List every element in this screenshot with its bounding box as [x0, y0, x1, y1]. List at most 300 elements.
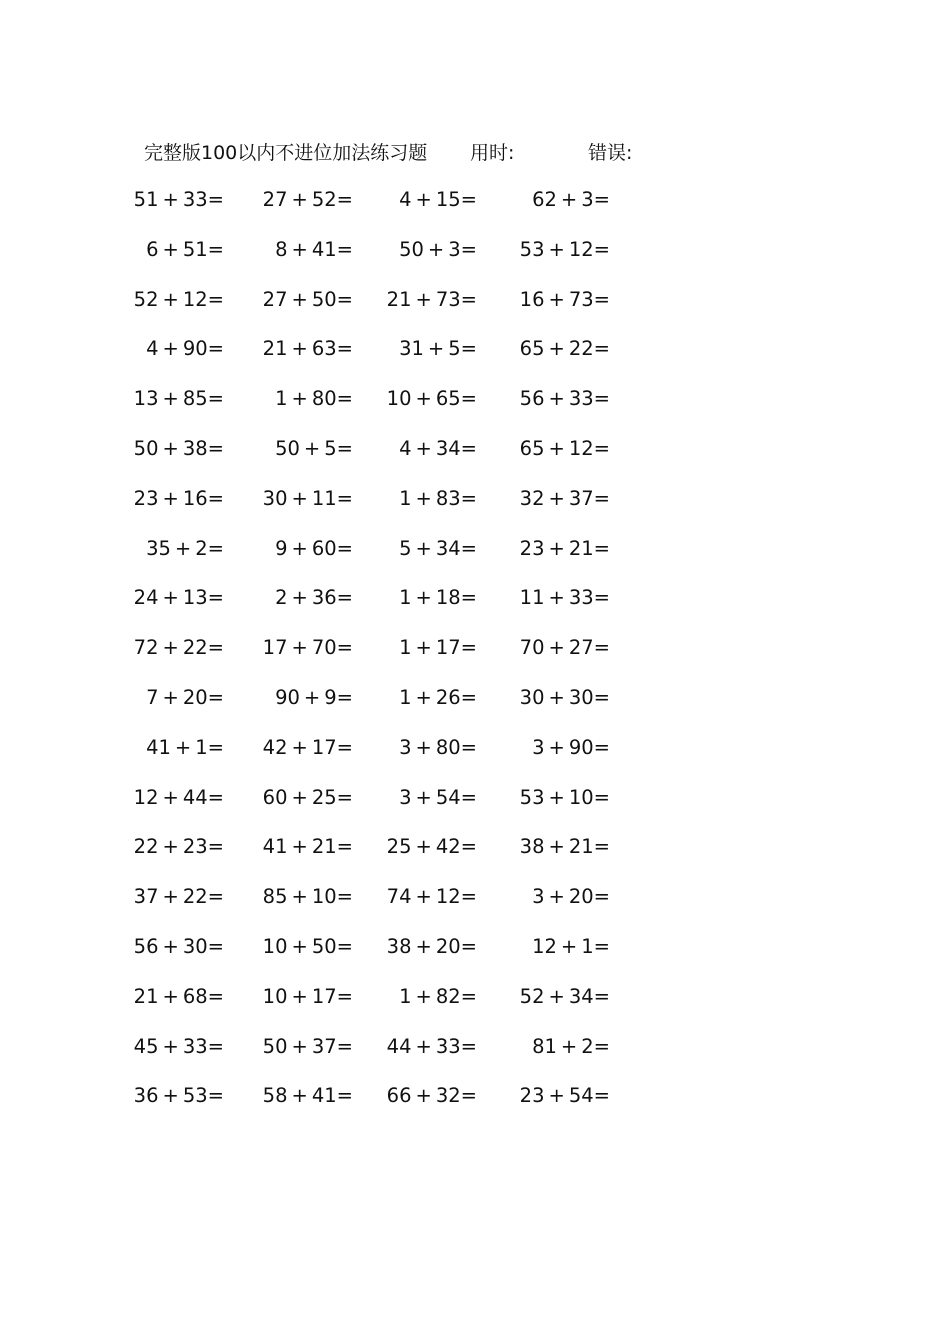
equals-sign: =: [593, 735, 610, 759]
addend-b: 54: [568, 1084, 594, 1108]
addend-b: 17: [311, 735, 337, 759]
worksheet-header: [0, 132, 950, 168]
addition-problem: [520, 435, 610, 463]
equals-sign: =: [460, 1034, 477, 1058]
equals-sign: =: [460, 636, 477, 660]
plus-sign: +: [548, 835, 565, 859]
equals-sign: =: [593, 636, 610, 660]
addend-a: 27: [262, 287, 288, 311]
plus-sign: +: [303, 685, 321, 709]
plus-sign: +: [415, 1034, 432, 1058]
plus-sign: +: [415, 636, 432, 660]
addend-b: 16: [182, 486, 208, 510]
addition-problem: [134, 833, 224, 861]
addend-a: 1: [399, 486, 412, 510]
addend-b: 18: [435, 586, 461, 610]
equals-sign: =: [336, 934, 353, 958]
equals-sign: =: [207, 387, 224, 411]
addend-a: 13: [133, 387, 159, 411]
plus-sign: +: [162, 984, 179, 1008]
equals-sign: =: [207, 984, 224, 1008]
plus-sign: +: [548, 785, 565, 809]
addend-b: 33: [568, 387, 594, 411]
plus-sign: +: [415, 735, 432, 759]
addend-b: 34: [435, 436, 461, 460]
addend-a: 70: [519, 636, 545, 660]
addition-problem: [520, 684, 610, 712]
addend-b: 12: [568, 436, 594, 460]
addition-problem: [263, 1082, 353, 1110]
equals-sign: =: [460, 337, 477, 361]
equals-sign: =: [460, 536, 477, 560]
plus-sign: +: [291, 636, 308, 660]
addition-problem: [275, 684, 353, 712]
equals-sign: =: [593, 237, 610, 261]
addition-problem: [134, 286, 224, 314]
addition-problem: [520, 286, 610, 314]
addend-a: 3: [532, 735, 545, 759]
plus-sign: +: [427, 237, 445, 261]
equals-sign: =: [336, 885, 353, 909]
equals-sign: =: [593, 1034, 610, 1058]
equals-sign: =: [336, 188, 353, 211]
equals-sign: =: [207, 237, 224, 261]
worksheet-title: 完整版100以内不进位加法练习题: [144, 142, 428, 164]
addition-problem: [263, 784, 353, 812]
plus-sign: +: [548, 536, 565, 560]
addend-b: 34: [435, 536, 461, 560]
addition-problem: [134, 385, 224, 413]
addition-problem: [532, 883, 610, 911]
plus-sign: +: [162, 885, 179, 909]
addition-problem: [520, 485, 610, 513]
plus-sign: +: [291, 885, 308, 909]
problem-row: [0, 724, 950, 774]
plus-sign: +: [415, 785, 432, 809]
equals-sign: =: [207, 287, 224, 311]
equals-sign: =: [593, 586, 610, 610]
addend-b: 41: [311, 237, 337, 261]
addend-b: 50: [311, 287, 337, 311]
addend-a: 56: [133, 934, 159, 958]
plus-sign: +: [415, 536, 432, 560]
addend-a: 11: [519, 586, 545, 610]
addend-a: 65: [519, 436, 545, 460]
addend-b: 2: [195, 536, 208, 560]
equals-sign: =: [336, 436, 353, 460]
addend-a: 9: [275, 536, 288, 560]
equals-sign: =: [207, 586, 224, 610]
addition-problem: [387, 1082, 477, 1110]
addend-a: 52: [133, 287, 159, 311]
plus-sign: +: [162, 188, 179, 211]
plus-sign: +: [415, 885, 432, 909]
plus-sign: +: [291, 1034, 308, 1058]
addend-b: 12: [568, 237, 594, 261]
equals-sign: =: [207, 685, 224, 709]
equals-sign: =: [593, 188, 610, 211]
equals-sign: =: [336, 835, 353, 859]
addend-b: 60: [311, 536, 337, 560]
addition-problem: [263, 485, 353, 513]
plus-sign: +: [291, 287, 308, 311]
equals-sign: =: [336, 735, 353, 759]
equals-sign: =: [336, 237, 353, 261]
addition-problem: [275, 385, 353, 413]
equals-sign: =: [336, 287, 353, 311]
addend-a: 35: [146, 536, 171, 560]
addend-a: 66: [386, 1084, 412, 1108]
addend-b: 20: [182, 685, 208, 709]
addend-a: 53: [519, 237, 545, 261]
addend-a: 38: [386, 934, 412, 958]
addend-b: 41: [311, 1084, 337, 1108]
addend-a: 4: [399, 188, 412, 211]
addend-b: 54: [435, 785, 461, 809]
addend-a: 3: [532, 885, 545, 909]
problem-row: [0, 873, 950, 923]
equals-sign: =: [207, 1084, 224, 1108]
addition-problem: [134, 186, 224, 214]
plus-sign: +: [162, 1034, 179, 1058]
plus-sign: +: [548, 237, 565, 261]
addend-b: 90: [568, 735, 594, 759]
addend-b: 23: [182, 835, 208, 859]
problem-row: [0, 475, 950, 525]
equals-sign: =: [460, 984, 477, 1008]
addition-problem: [387, 883, 477, 911]
equals-sign: =: [336, 1034, 353, 1058]
plus-sign: +: [162, 785, 179, 809]
addition-problem: [399, 435, 477, 463]
addend-b: 50: [311, 934, 337, 958]
addend-b: 83: [435, 486, 461, 510]
equals-sign: =: [460, 436, 477, 460]
addend-b: 22: [182, 636, 208, 660]
addend-b: 17: [311, 984, 337, 1008]
addend-b: 80: [311, 387, 337, 411]
addend-a: 3: [399, 735, 412, 759]
addend-b: 12: [435, 885, 461, 909]
addend-b: 12: [182, 287, 208, 311]
plus-sign: +: [548, 586, 565, 610]
equals-sign: =: [460, 685, 477, 709]
equals-sign: =: [207, 934, 224, 958]
addition-problem: [520, 833, 610, 861]
addend-a: 21: [262, 337, 288, 361]
plus-sign: +: [291, 586, 308, 610]
plus-sign: +: [291, 785, 308, 809]
addition-problem: [134, 983, 224, 1011]
problem-row: [0, 1023, 950, 1073]
equals-sign: =: [207, 188, 224, 211]
plus-sign: +: [162, 636, 179, 660]
addition-problem: [399, 584, 477, 612]
addend-a: 32: [519, 486, 545, 510]
plus-sign: +: [162, 237, 179, 261]
addend-a: 10: [386, 387, 412, 411]
addend-b: 10: [568, 785, 594, 809]
plus-sign: +: [291, 387, 308, 411]
plus-sign: +: [548, 436, 565, 460]
addition-problem: [387, 286, 477, 314]
addend-b: 3: [581, 188, 594, 211]
plus-sign: +: [560, 188, 578, 211]
addend-b: 44: [182, 785, 208, 809]
addend-b: 10: [311, 885, 337, 909]
addend-a: 10: [262, 934, 288, 958]
plus-sign: +: [415, 387, 432, 411]
addend-a: 1: [275, 387, 288, 411]
addend-a: 5: [399, 536, 412, 560]
time-label: 用时:: [470, 142, 515, 164]
plus-sign: +: [291, 1084, 308, 1108]
addition-problem: [134, 485, 224, 513]
addend-b: 27: [568, 636, 594, 660]
problem-grid: [0, 176, 950, 1122]
addition-problem: [263, 186, 353, 214]
addition-problem: [146, 236, 224, 264]
addition-problem: [520, 584, 610, 612]
addend-b: 73: [435, 287, 461, 311]
plus-sign: +: [162, 586, 179, 610]
problem-row: [0, 375, 950, 425]
addition-problem: [387, 385, 477, 413]
addend-a: 6: [146, 237, 159, 261]
addition-problem: [134, 883, 224, 911]
problem-row: [0, 176, 950, 226]
errors-label: 错误:: [588, 142, 633, 164]
addend-a: 4: [399, 436, 412, 460]
addition-problem: [520, 335, 610, 363]
addition-problem: [146, 335, 224, 363]
addend-b: 68: [182, 984, 208, 1008]
equals-sign: =: [336, 486, 353, 510]
addend-b: 34: [568, 984, 594, 1008]
addition-problem: [134, 1082, 224, 1110]
addend-b: 80: [435, 735, 461, 759]
plus-sign: +: [548, 984, 565, 1008]
addition-problem: [532, 933, 610, 961]
addition-problem: [146, 535, 224, 563]
plus-sign: +: [291, 337, 308, 361]
addend-a: 36: [133, 1084, 159, 1108]
plus-sign: +: [291, 237, 308, 261]
addition-problem: [387, 933, 477, 961]
addend-a: 3: [399, 785, 412, 809]
addend-a: 1: [399, 685, 412, 709]
equals-sign: =: [593, 486, 610, 510]
equals-sign: =: [593, 785, 610, 809]
equals-sign: =: [336, 1084, 353, 1108]
addend-a: 2: [275, 586, 288, 610]
addend-b: 51: [182, 237, 208, 261]
addition-problem: [399, 684, 477, 712]
addition-problem: [134, 584, 224, 612]
addition-problem: [134, 1033, 224, 1061]
problem-row: [0, 1072, 950, 1122]
plus-sign: +: [548, 636, 565, 660]
plus-sign: +: [162, 1084, 179, 1108]
plus-sign: +: [174, 536, 192, 560]
addend-b: 33: [182, 188, 208, 211]
addition-problem: [146, 684, 224, 712]
addend-b: 21: [311, 835, 337, 859]
addend-a: 62: [532, 188, 557, 211]
addition-problem: [387, 1033, 477, 1061]
addend-a: 50: [262, 1034, 288, 1058]
addend-b: 33: [182, 1034, 208, 1058]
addend-a: 1: [399, 636, 412, 660]
problem-row: [0, 674, 950, 724]
addend-a: 12: [133, 785, 159, 809]
problem-row: [0, 226, 950, 276]
equals-sign: =: [336, 984, 353, 1008]
addition-problem: [520, 634, 610, 662]
addend-a: 23: [519, 536, 545, 560]
addend-a: 41: [146, 735, 171, 759]
problem-row: [0, 624, 950, 674]
addend-a: 74: [386, 885, 412, 909]
problem-row: [0, 425, 950, 475]
equals-sign: =: [207, 486, 224, 510]
plus-sign: +: [548, 387, 565, 411]
plus-sign: +: [291, 835, 308, 859]
plus-sign: +: [162, 337, 179, 361]
addend-a: 16: [519, 287, 545, 311]
addend-a: 81: [532, 1034, 557, 1058]
equals-sign: =: [593, 387, 610, 411]
addend-a: 23: [133, 486, 159, 510]
plus-sign: +: [162, 835, 179, 859]
addend-b: 30: [182, 934, 208, 958]
addition-problem: [399, 535, 477, 563]
equals-sign: =: [460, 586, 477, 610]
addition-problem: [399, 983, 477, 1011]
addition-problem: [275, 236, 353, 264]
plus-sign: +: [162, 934, 179, 958]
plus-sign: +: [291, 486, 308, 510]
addition-problem: [532, 734, 610, 762]
addend-b: 25: [311, 785, 337, 809]
addend-a: 37: [133, 885, 159, 909]
addend-b: 22: [568, 337, 594, 361]
addend-a: 41: [262, 835, 288, 859]
plus-sign: +: [415, 436, 432, 460]
equals-sign: =: [460, 934, 477, 958]
problem-row: [0, 973, 950, 1023]
plus-sign: +: [291, 735, 308, 759]
addend-b: 26: [435, 685, 461, 709]
equals-sign: =: [336, 387, 353, 411]
addition-problem: [134, 933, 224, 961]
problem-row: [0, 525, 950, 575]
equals-sign: =: [207, 337, 224, 361]
addend-a: 58: [262, 1084, 288, 1108]
addition-problem: [146, 734, 224, 762]
addition-problem: [520, 1082, 610, 1110]
plus-sign: +: [548, 486, 565, 510]
plus-sign: +: [415, 934, 432, 958]
addend-a: 30: [262, 486, 288, 510]
plus-sign: +: [415, 984, 432, 1008]
addend-b: 17: [435, 636, 461, 660]
equals-sign: =: [460, 735, 477, 759]
plus-sign: +: [548, 1084, 565, 1108]
addend-a: 90: [275, 685, 300, 709]
addend-a: 21: [386, 287, 412, 311]
addition-problem: [399, 236, 477, 264]
addend-b: 1: [581, 934, 594, 958]
plus-sign: +: [162, 685, 179, 709]
plus-sign: +: [548, 287, 565, 311]
equals-sign: =: [593, 934, 610, 958]
plus-sign: +: [291, 536, 308, 560]
addend-b: 21: [568, 536, 594, 560]
addend-b: 73: [568, 287, 594, 311]
problem-row: [0, 774, 950, 824]
plus-sign: +: [291, 934, 308, 958]
addend-b: 85: [182, 387, 208, 411]
addend-b: 21: [568, 835, 594, 859]
equals-sign: =: [593, 885, 610, 909]
equals-sign: =: [336, 586, 353, 610]
plus-sign: +: [415, 586, 432, 610]
equals-sign: =: [207, 735, 224, 759]
problem-row: [0, 325, 950, 375]
addition-problem: [263, 335, 353, 363]
equals-sign: =: [460, 287, 477, 311]
plus-sign: +: [162, 287, 179, 311]
addition-problem: [134, 784, 224, 812]
equals-sign: =: [336, 785, 353, 809]
addend-b: 9: [324, 685, 337, 709]
addend-a: 25: [386, 835, 412, 859]
addend-a: 30: [519, 685, 545, 709]
addend-b: 2: [581, 1034, 594, 1058]
addend-b: 65: [435, 387, 461, 411]
equals-sign: =: [207, 835, 224, 859]
addend-b: 22: [182, 885, 208, 909]
plus-sign: +: [174, 735, 192, 759]
plus-sign: +: [560, 934, 578, 958]
addition-problem: [520, 236, 610, 264]
addend-a: 65: [519, 337, 545, 361]
addend-a: 53: [519, 785, 545, 809]
addend-a: 12: [532, 934, 557, 958]
addition-problem: [134, 435, 224, 463]
equals-sign: =: [593, 1084, 610, 1108]
addend-b: 33: [568, 586, 594, 610]
addition-problem: [263, 1033, 353, 1061]
equals-sign: =: [336, 536, 353, 560]
equals-sign: =: [336, 636, 353, 660]
equals-sign: =: [460, 1084, 477, 1108]
addend-a: 1: [399, 586, 412, 610]
equals-sign: =: [593, 984, 610, 1008]
equals-sign: =: [336, 685, 353, 709]
addend-a: 31: [399, 337, 424, 361]
equals-sign: =: [336, 337, 353, 361]
addend-a: 10: [262, 984, 288, 1008]
addend-b: 63: [311, 337, 337, 361]
plus-sign: +: [548, 337, 565, 361]
plus-sign: +: [303, 436, 321, 460]
addend-a: 8: [275, 237, 288, 261]
addend-a: 4: [146, 337, 159, 361]
addend-a: 22: [133, 835, 159, 859]
equals-sign: =: [207, 536, 224, 560]
